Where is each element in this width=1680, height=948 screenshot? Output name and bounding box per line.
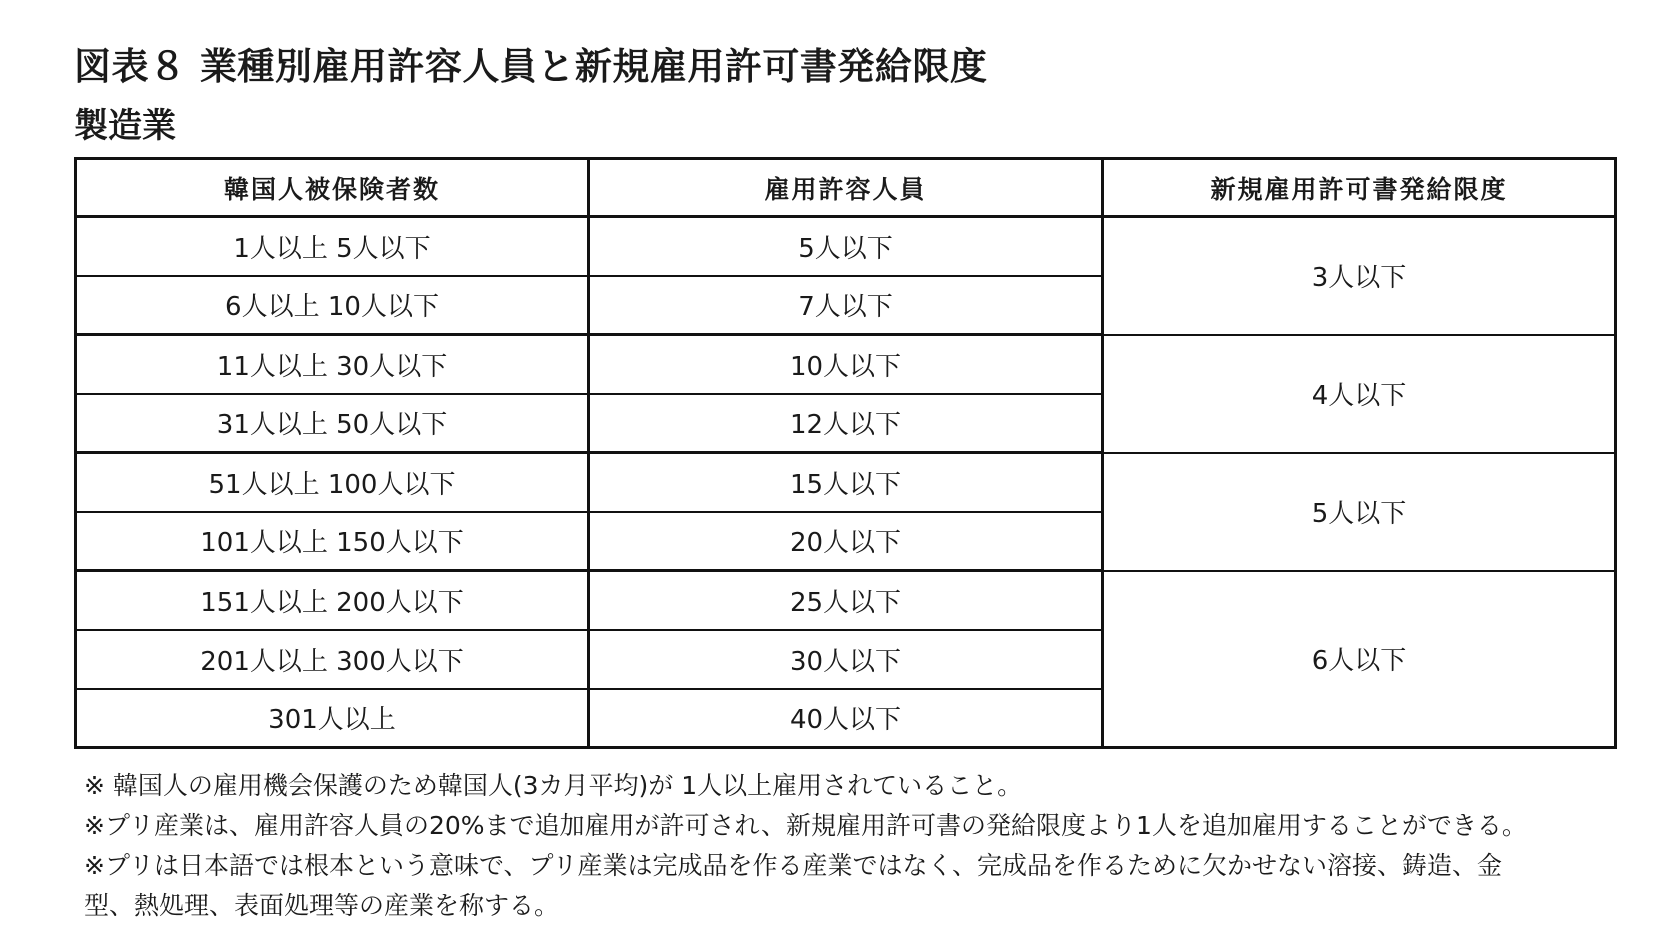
allowed-staff-cell: 20人以下: [589, 512, 1103, 571]
insured-range-cell: 201人以上 300人以下: [76, 630, 589, 689]
insured-range-cell: 301人以上: [76, 689, 589, 748]
header-allowed-staff: 雇用許容人員: [589, 159, 1103, 217]
header-insured-count: 韓国人被保険者数: [76, 159, 589, 217]
figure-title: 図表８ 業種別雇用許容人員と新規雇用許可書発給限度: [74, 45, 988, 88]
insured-range-cell: 31人以上 50人以下: [76, 394, 589, 453]
insured-range-cell: 11人以上 30人以下: [76, 335, 589, 394]
insured-range-cell: 101人以上 150人以下: [76, 512, 589, 571]
allowed-staff-cell: 25人以下: [589, 571, 1103, 630]
table-header-row: [76, 159, 1616, 217]
footnotes: [84, 766, 1624, 926]
table-row: [76, 335, 1616, 394]
permit-limit-cell: 6人以下: [1103, 571, 1616, 748]
insured-range-cell: 6人以上 10人以下: [76, 276, 589, 335]
table-row: [76, 453, 1616, 512]
footnote-line: ※プリ産業は、雇用許容人員の20%まで追加雇用が許可され、新規雇用許可書の発給限度より1人を追加雇用することができる。: [84, 811, 1527, 840]
allowed-staff-cell: 5人以下: [589, 217, 1103, 276]
footnote-line: ※ 韓国人の雇用機会保護のため韓国人(3カ月平均)が 1人以上雇用されていること。: [84, 771, 1023, 800]
permit-limit-cell: 5人以下: [1103, 453, 1616, 571]
employment-table: [74, 157, 1617, 749]
allowed-staff-cell: 15人以下: [589, 453, 1103, 512]
allowed-staff-cell: 10人以下: [589, 335, 1103, 394]
table-row: [76, 571, 1616, 630]
allowed-staff-cell: 30人以下: [589, 630, 1103, 689]
permit-limit-cell: 3人以下: [1103, 217, 1616, 335]
section-subtitle: 製造業: [74, 106, 176, 146]
permit-limit-cell: 4人以下: [1103, 335, 1616, 453]
insured-range-cell: 151人以上 200人以下: [76, 571, 589, 630]
allowed-staff-cell: 7人以下: [589, 276, 1103, 335]
insured-range-cell: 1人以上 5人以下: [76, 217, 589, 276]
header-new-permit-limit: 新規雇用許可書発給限度: [1103, 159, 1616, 217]
table-row: [76, 217, 1616, 276]
footnote-line: ※プリは日本語では根本という意味で、プリ産業は完成品を作る産業ではなく、完成品を作るために欠かせない溶接、鋳造、金: [84, 851, 1502, 880]
allowed-staff-cell: 12人以下: [589, 394, 1103, 453]
allowed-staff-cell: 40人以下: [589, 689, 1103, 748]
insured-range-cell: 51人以上 100人以下: [76, 453, 589, 512]
footnote-line: 型、熱処理、表面処理等の産業を称する。: [84, 891, 560, 920]
